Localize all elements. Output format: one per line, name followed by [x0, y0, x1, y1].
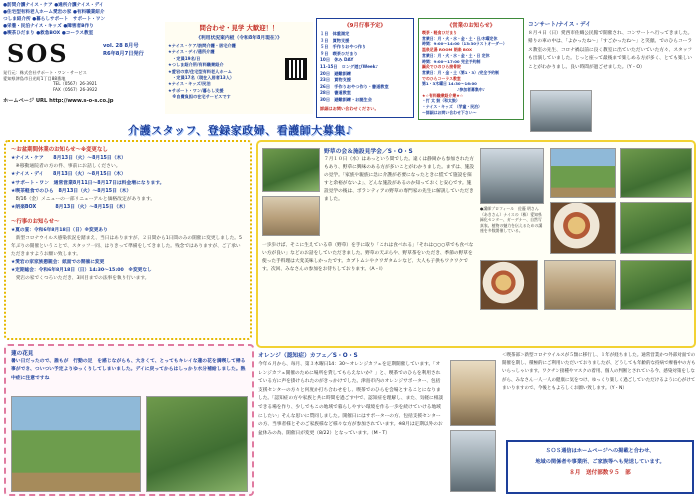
event-item: ★定期総会：令和6年8月18日（日）14:30～15:00 ※変更なし	[11, 268, 152, 274]
event-title: ～行事のお知らせ～	[11, 219, 60, 226]
business-item: 時間：9:00～17:00 完全予約制	[422, 58, 481, 64]
business-item: ♪参加者募集中♪	[456, 87, 486, 93]
article-body: ７月１０日（水）はあっという間でした。遠くは静岡から参加された方もあり、野草に興味のある方が多いことがわかりました。まずは、施設の見学。「家族や親族に急に介護が必要になったときに慌てて施設を探すと余裕がないよ」、どんな施設があるのか知っておくと安心です。施設見学の後は、ボランティアの野草の専門家の先生に解説していただきました。	[324, 157, 475, 203]
notice-list	[11, 155, 245, 212]
schedule-item: 10日 休み DAY	[320, 57, 354, 63]
flower-title: 蓮の花見	[11, 351, 34, 357]
concert-title: コンサート/ナイス・デイ	[528, 22, 591, 28]
logo-text: SOS	[7, 39, 69, 68]
banner-text: 介護スタッフ、登録家政婦、看護師大募集♪	[128, 124, 354, 137]
notice-item: ★ナイス・ケア 8月13日（火）～8月15日（木）	[11, 156, 127, 161]
article-frame	[256, 140, 696, 348]
issue-date: R6年8月7日発行	[103, 51, 144, 57]
concert-body: ８月４日（日）愛西市佐織公民館で開催され、コンサートへ行ってきました。帰りの車の中は、「よかったね～」「すごかったね～」と笑顔。でのひらコーラス教室の先生、コロナ禍以前に良く教室に出ていただいていた方々、スタッフも出演していました。じっと座って最後まで楽しめる方が多く、とても楽しいことがわかりまし。良い時間が過ごせました。（Y・O）	[528, 31, 693, 70]
article-photo-leaves	[620, 260, 692, 310]
article-photo-left	[262, 148, 320, 192]
schedule-item: 28日 書道教室	[320, 90, 351, 96]
schedule-note: 詳細はお問い合わせください。	[320, 105, 379, 111]
inquiry-line: ★サポート・ワン/暮らし支援	[168, 87, 224, 93]
inquiry-line: ・定員19名/日	[168, 55, 201, 61]
event-item: ★愛宕の家家族懇親会：紙面での開催に変更	[11, 260, 105, 266]
inquiry-subtitle: 《利用状況案内板（令和8年8月現在）》	[196, 36, 282, 41]
article-photo-right-top	[550, 148, 616, 198]
article-photo-right-mid	[620, 148, 692, 198]
business-item: 営業日：月・金・土（第1・3）/完全予約制	[422, 69, 499, 75]
schedule-item: 30日 避難訓練・お誕生会	[320, 96, 372, 102]
business-list	[419, 29, 523, 117]
business-item: ★☆有料職業紹介業★☆	[422, 92, 464, 98]
event-list	[11, 227, 245, 283]
business-item: 営業日：月・火・水・金・土・日/木曜定休	[422, 35, 498, 41]
inquiry-line: ※自費負担の在宅サービスです	[168, 94, 231, 100]
service-line: ●訪問介護ナイス・ケア ●通所介護ナイス・デイ	[3, 3, 104, 8]
schedule-title: 《9月行事予定》	[344, 23, 386, 29]
cafe-photo-bottom	[450, 430, 496, 492]
footer-note: ＜喫茶部＞新型コロナウイルスが５類に移行し、１年が経ちました。通常営業かつ外部対面での開催を期し、積極的にご利用いただいておりましたが、どうしても年齢的な持病で療養中の方もいらっしゃいます。ワクチン接種やマスクの着用、個人の判断とされている今、感染対策をしながら、みなさん一人一人の健康に気をつけ、ゆっくり楽しく過ごしていただけるように心がけてまいりますので、今後ともよろしくお願い致します。（Y・N）	[502, 353, 696, 391]
flower-photo-group	[11, 396, 141, 492]
inquiry-line: ★ナイス・デイ/通所介護	[168, 49, 215, 55]
business-item: 時間：9:00～14:00（13:30ラストオーダー）	[422, 41, 507, 47]
business-item: 第1・3木曜日 14:30～16:00	[422, 81, 477, 87]
schedule-list	[317, 29, 413, 106]
event-item: ★夏の宴：令和6年8月18日（日）※変更あり	[11, 228, 108, 234]
notice-item: ★朗楽BOX 8月13日（火）～8月15日（木）	[11, 205, 129, 211]
inquiry-line: ★つしま紹介所/有料職業紹介	[168, 62, 224, 68]
publisher-info	[3, 70, 155, 92]
service-line: つしま紹介所 ●暮らしサポート サポート・ワン	[3, 17, 106, 22]
inquiry-lines	[165, 43, 277, 101]
service-list	[3, 2, 161, 37]
service-line: ●栄養・民泊ナイス・キッズ ●障害者B作り	[3, 24, 94, 29]
logo	[7, 39, 69, 68]
article-photo-plants	[620, 202, 692, 254]
inquiry-line: ★ナイス・ケア/訪問介護・居宅介護	[168, 43, 236, 48]
notice-item: 8/16（金）メニューの一部リニューアルと価格改定があります。	[11, 197, 156, 203]
business-title: 《営業のお知らせ》	[446, 23, 496, 29]
homepage-url[interactable]: ホームページ URL http://www.s-o-s.co.jp	[3, 98, 114, 104]
business-item: 鍼灸でひのひら接骨院	[422, 64, 461, 70]
cafe-body: 今年６月から、毎月、第３木曜日14：30～オレンジカフェを定期開催しています。「オレンジカフェ開催のために場所を貸してもらえないか？」と、喫茶でのひらを利用されている方に声を掛けられたのがきっかけでした。津島市内のオレンジサポーター、包括支援センターの方々と何度か打ち合わせをし、喫茶でのひらを会場とすることになりました。「認知症の方や家族と共に時間を過ごす中で、認知症を理解し、また、気軽に相談できる場を作り、少しでもこの地域で暮らしやすい環境を作る一歩を続けていける地域にしたい」そんな思いに賛同しました。開催日にはサポーターの方、包括支援センターの方、当事者様とそのご家族様など様々な方が参加されています。※8月は定期以外のお盆休みの為、開催日が変更（8/22）となっています。（M・T）	[258, 362, 444, 436]
business-item: ・ナイス・キッズ （学童・民泊）	[422, 104, 482, 110]
notice-box	[4, 140, 252, 340]
tel: TEL（0567）26-3921	[53, 81, 98, 87]
service-line: ●住宅型有料老人ホーム愛宕の家 ●有料職業紹介	[3, 10, 105, 15]
flower-section	[4, 344, 254, 496]
cafe-section	[258, 350, 498, 496]
fax: FAX（0567）26-3922	[53, 86, 98, 92]
flower-body: 暑い日だったので、誰もが 行動の足 を感じながらも、大きくて、とってもキレイな蓮の花を満喫して帰る事ができ、ついつい予定よりゆっくりしてしまいました。デイに戻ってからはしっかり水分補給しました。熱中症に注意ですね	[11, 359, 246, 381]
recruit-banner	[128, 122, 388, 138]
notice-item: ★喫茶軽食でのひら 8月13日（火）～8月15日（木）	[11, 188, 132, 194]
schedule-item: ５日 手作りおやつ作り	[320, 44, 367, 50]
notice-item: ★サポート・ワン 通常営業8月11日～8月17日は料金増になります。	[11, 180, 165, 186]
event-item: 愛宕の家でくつろいただき、3回目までの法事を執り行います。	[11, 276, 150, 282]
notice-item: ★ナイス・デイ 8月13日（火）～8月15日（木）	[11, 172, 126, 178]
concert-photo	[530, 90, 592, 132]
business-item: でのひらコーラス教室	[422, 75, 461, 81]
business-item: 喫茶・軽食ひだまり	[422, 30, 458, 35]
photo-caption: ●講師プロフィール 佐藤 明さん（あきさん）ナイスの（株）愛知県緑化センター、ガーデナー、自然写真家。植物の魅力を伝えるための講座を多数開催している。	[480, 206, 543, 234]
schedule-item: １日 体重測定	[320, 31, 350, 36]
inquiry-box	[165, 22, 313, 114]
schedule-item: 11-15日 ロング遊びWeek♪	[320, 63, 379, 69]
distribution-line-1: ＳＯＳ通信はホームページへの掲載と合わせ、	[545, 448, 655, 454]
business-item: ～詳細はお問い合わせ下さい～	[422, 109, 477, 115]
business-box	[418, 18, 524, 120]
cafe-title: オレンジ（認知症）カフェ／S・O・S	[258, 353, 358, 359]
schedule-item: ３日 買物支援	[320, 37, 350, 43]
inquiry-line: ・定員17名（現在入居者13人）	[168, 75, 235, 81]
schedule-item: ９日 喫茶ひだまり	[320, 50, 358, 56]
article-photo-dish	[480, 260, 538, 310]
article-photo-food	[550, 202, 616, 254]
inquiry-title: 問合わせ・見学 大歓迎！！	[199, 24, 279, 32]
inquiry-line: ★ナイス・キッズ/民泊	[168, 81, 211, 87]
footer-note-section	[502, 352, 696, 440]
article-photo-center	[480, 148, 544, 204]
notice-item: ※移動通院者の方の件、事前にお話しください。	[11, 164, 121, 170]
distribution-line-2: 地域の関係者や事業所、ご家族等へも発送しています。	[535, 459, 665, 465]
article-photo-left-2	[262, 196, 320, 236]
article-title: 野草の会＆施設見学会／S・O・S	[324, 149, 413, 155]
vol-number: vol. 28 8月号	[103, 43, 139, 49]
business-item: ・打 太 鼓（和太鼓）	[422, 98, 460, 104]
notice-title: ～お盆期間休業のお知らせ～※変更なし	[11, 147, 108, 153]
schedule-item: 26日 手作りおやつ作り・書道教室	[320, 83, 389, 89]
header-area	[3, 2, 163, 120]
cafe-photo-top	[450, 360, 496, 426]
inquiry-line: ★愛宕の家/住宅型有料老人ホーム	[168, 68, 232, 74]
service-line: ●喫茶ひだまり ●救急BOX ●コーラス教室	[3, 31, 94, 36]
article-body-2: 一歩歩けば、そこに生えている草（野草）を手に取り「これは食べれる」「それは○○○草でも食べない方が良い」などのお話をしていただきました。野草の天ぷらや、野草茶をいただき、季節の野草を使った手料理は大変美味しかったです。カブトムシやクワガタムシなど、大人も子供もワクワクです。次回、みなさんの参加をお待ちしております。（A・I）	[262, 243, 474, 273]
article-photo-workshop	[544, 260, 616, 310]
event-item: 新型コロナウイルス感染状況を踏まえ、当日はありますが、２日間から1日間のみの開催に変更しました。5年ぶりの開催ということで、スタッフ一同、はりきって準備をしてきました。残念ではありますが、ご了承いただきますようお願い致します。	[11, 236, 242, 258]
distribution-box	[506, 440, 694, 494]
business-item: 営業日：月・火・水・金・土・日 定休	[422, 52, 490, 58]
schedule-item: 23日 買物支援	[320, 77, 351, 83]
qr-code-icon[interactable]	[285, 58, 307, 80]
publisher: 発行元：株式会社サポート・ワン・サービス	[3, 70, 87, 75]
flower-photo-lotus	[146, 396, 248, 492]
schedule-item: 20日 避難訓練	[320, 70, 351, 76]
distribution-line-3: ８月 送付部数９５ 部	[569, 470, 631, 476]
schedule-box	[316, 18, 414, 118]
address: 愛知県津島市日光町1丁目88番地	[3, 75, 66, 81]
business-item: 温泉足湯 ROOM 朗楽 BOX	[422, 47, 473, 53]
